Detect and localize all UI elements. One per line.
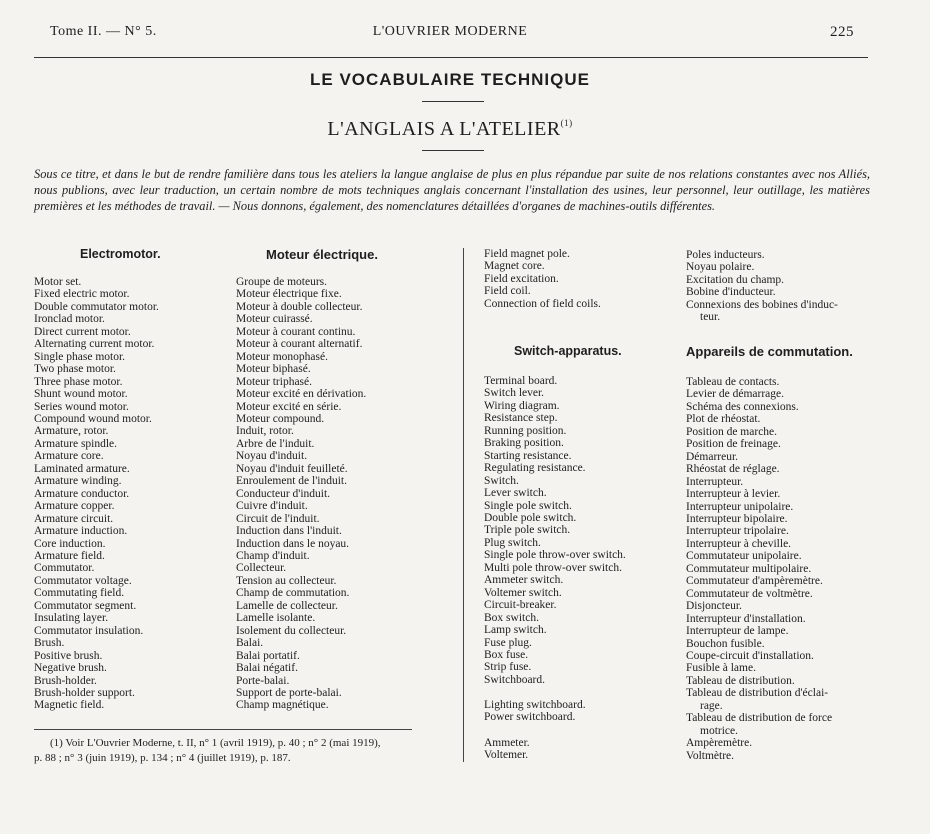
list-item: Wiring diagram. (484, 399, 560, 412)
list-item: Brush-holder support. (34, 686, 135, 699)
list-item: Field excitation. (484, 272, 559, 285)
col4-heading: Appareils de commutation. (686, 344, 853, 359)
col3-top-list (484, 248, 601, 310)
list-item: Ironclad motor. (34, 313, 105, 326)
list-item: Armature spindle. (34, 437, 118, 450)
list-item: Balai. (236, 637, 264, 650)
list-item: Lamp switch. (484, 624, 547, 637)
list-item: Isolement du collecteur. (236, 624, 347, 637)
list-item: Braking position. (484, 437, 564, 450)
col4-list (686, 376, 832, 762)
list-item: Cuivre d'induit. (236, 500, 308, 513)
list-item: Insulating layer. (34, 612, 109, 625)
list-item: Alternating current motor. (34, 338, 155, 351)
list-item: Ammeter. (484, 737, 530, 749)
col3-list-2 (484, 699, 586, 724)
list-item: Magnetic field. (34, 699, 105, 712)
intro-paragraph: Sous ce titre, et dans le but de rendre familière dans tous les ateliers la langue anglaise de plus en plus répandue par suite de nos relations constantes avec nos Alliés, nous publions, avec leur traduction, un certain nombre de mots techniques anglais concernant l'installation des usines, leur personnel, leur outillage, les matières premières et les méthodes de travail. — Nous donnons, également, des nomenclatures détaillées d'organes de machines-outils différentes. (34, 167, 870, 213)
col2-list (236, 276, 366, 712)
list-item: Commutator. (34, 562, 95, 575)
page-number: 225 (830, 24, 854, 40)
footnote (34, 736, 419, 766)
list-item: Moteur biphasé. (236, 363, 311, 376)
list-item: Armature copper. (34, 500, 115, 513)
list-item: Ampèremètre. (686, 737, 753, 750)
list-item: Induit, rotor. (236, 425, 294, 438)
list-item: Armature circuit. (34, 512, 114, 525)
list-item: Fixed electric motor. (34, 288, 130, 301)
list-item: Balai négatif. (236, 662, 298, 675)
list-item: Double commutator motor. (34, 300, 159, 313)
section-title: LE VOCABULAIRE TECHNIQUE (310, 70, 590, 89)
list-item: Démarreur. (686, 450, 739, 463)
list-item: Commutator insulation. (34, 624, 144, 637)
list-item: Power switchboard. (484, 711, 576, 724)
list-item: Moteur à courant alternatif. (236, 338, 363, 351)
list-item: Positive brush. (34, 649, 103, 662)
header-rule (34, 57, 868, 58)
list-item: Levier de démarrage. (686, 388, 785, 401)
list-item: Interrupteur. (686, 475, 744, 488)
list-item: Interrupteur à cheville. (686, 537, 792, 550)
list-item: Lighting switchboard. (484, 699, 586, 711)
list-item: Laminated armature. (34, 462, 130, 475)
footnote-marker: (1) (560, 118, 573, 128)
list-item: Two phase motor. (34, 363, 116, 376)
list-item: Connexions des bobines d'induc- (686, 298, 838, 311)
title-divider (422, 101, 484, 102)
list-item: Tableau de distribution. (686, 674, 795, 687)
list-item: Bouchon fusible. (686, 637, 765, 650)
col3-list-3 (484, 737, 530, 762)
article-title-text: L'ANGLAIS A L'ATELIER (327, 118, 561, 140)
list-item: Core induction. (34, 537, 106, 550)
list-item: Excitation du champ. (686, 273, 785, 286)
list-item: Position de marche. (686, 425, 778, 438)
list-item: Balai portatif. (236, 649, 300, 662)
list-item: Moteur cuirassé. (236, 313, 313, 326)
list-item: Champ de commutation. (236, 587, 350, 600)
list-item: Groupe de moteurs. (236, 276, 328, 288)
list-item: Armature winding. (34, 475, 122, 488)
list-item: Voltemer switch. (484, 586, 562, 599)
list-item: Lamelle de collecteur. (236, 599, 338, 612)
list-item: Series wound motor. (34, 400, 129, 413)
list-item: Commutateur de voltmètre. (686, 587, 813, 600)
header-volume: Tome II. — N° 5. (50, 24, 157, 39)
list-item: Commutateur multipolaire. (686, 562, 812, 575)
list-item: Schéma des connexions. (686, 400, 799, 413)
list-item: Compound wound motor. (34, 412, 152, 425)
list-item: Field magnet pole. (484, 248, 570, 260)
list-item: Shunt wound motor. (34, 388, 128, 401)
list-item: Switch. (484, 474, 519, 487)
list-item: Conducteur d'induit. (236, 487, 331, 500)
list-item: Single pole switch. (484, 499, 572, 512)
column-divider (463, 248, 464, 762)
list-item: Connection of field coils. (484, 297, 601, 310)
list-item: Single phase motor. (34, 350, 126, 363)
list-item: Noyau d'induit. (236, 450, 308, 463)
list-item: Fusible à lame. (686, 662, 756, 675)
list-item: Resistance step. (484, 412, 558, 425)
list-item: Brush. (34, 637, 65, 650)
list-item: Enroulement de l'induit. (236, 475, 347, 488)
list-item: Direct current motor. (34, 325, 131, 338)
list-item: Fuse plug. (484, 636, 532, 649)
list-item: Circuit-breaker. (484, 599, 557, 612)
list-item: Moteur à courant continu. (236, 325, 356, 338)
list-item: Induction dans l'induit. (236, 525, 342, 538)
list-item: Tension au collecteur. (236, 574, 337, 587)
list-item: Champ d'induit. (236, 549, 310, 562)
list-item: Plug switch. (484, 536, 541, 549)
list-item: Induction dans le noyau. (236, 537, 350, 550)
list-item: Commutator segment. (34, 599, 137, 612)
list-item: Armature field. (34, 549, 105, 562)
list-item: Plot de rhéostat. (686, 413, 761, 426)
list-item: Champ magnétique. (236, 699, 329, 712)
list-item: Lamelle isolante. (236, 612, 316, 625)
list-item: Commutateur unipolaire. (686, 550, 802, 563)
list-item: Position de freinage. (686, 438, 781, 451)
list-item: Rhéostat de réglage. (686, 463, 780, 476)
list-item: Negative brush. (34, 662, 107, 675)
list-item: Box fuse. (484, 648, 529, 661)
list-item: Tableau de distribution d'éclai- (686, 687, 829, 700)
list-item: Lever switch. (484, 487, 547, 500)
list-item: Motor set. (34, 276, 82, 288)
col4-top-list (686, 249, 838, 324)
list-item: Double pole switch. (484, 511, 577, 524)
list-item: Ammeter switch. (484, 574, 564, 587)
list-item: Interrupteur bipolaire. (686, 512, 788, 525)
list-item: rage. (700, 699, 723, 712)
list-item: Moteur excité en dérivation. (236, 388, 367, 401)
list-item: Support de porte-balai. (236, 686, 342, 699)
list-item: Multi pole throw-over switch. (484, 561, 622, 574)
list-item: Regulating resistance. (484, 462, 586, 475)
list-item: Armature conductor. (34, 487, 130, 500)
list-item: Interrupteur tripolaire. (686, 525, 789, 538)
subtitle-divider (422, 150, 484, 151)
list-item: Interrupteur à levier. (686, 488, 781, 501)
list-item: Tableau de contacts. (686, 376, 780, 388)
list-item: Strip fuse. (484, 661, 532, 674)
list-item: Moteur monophasé. (236, 350, 328, 363)
list-item: teur. (700, 311, 721, 324)
list-item: Armature, rotor. (34, 425, 109, 438)
list-item: Interrupteur de lampe. (686, 625, 789, 638)
list-item: Moteur excité en série. (236, 400, 342, 413)
col2-heading: Moteur électrique. (266, 247, 378, 262)
list-item: Single pole throw-over switch. (484, 549, 626, 562)
list-item: Disjoncteur. (686, 600, 742, 613)
list-item: Terminal board. (484, 375, 558, 387)
footnote-rule (34, 729, 412, 730)
footnote-line-1: (1) Voir L'Ouvrier Moderne, t. II, n° 1 (avril 1919), p. 40 ; n° 2 (mai 1919), (50, 737, 381, 749)
col1-list (34, 276, 159, 712)
list-item: Interrupteur unipolaire. (686, 500, 794, 513)
list-item: Moteur compound. (236, 412, 325, 425)
list-item: Switch lever. (484, 387, 545, 400)
list-item: Commutator voltage. (34, 574, 132, 587)
list-item: Commutateur d'ampèremètre. (686, 575, 823, 588)
list-item: Tableau de distribution de force (686, 712, 833, 725)
list-item: Starting resistance. (484, 449, 572, 462)
list-item: Commutating field. (34, 587, 125, 600)
list-item: Arbre de l'induit. (236, 437, 315, 450)
list-item: Bobine d'inducteur. (686, 286, 776, 299)
list-item: Switchboard. (484, 673, 546, 686)
col1-heading: Electromotor. (80, 247, 161, 261)
list-item: Noyau polaire. (686, 261, 755, 274)
list-item: motrice. (700, 724, 738, 737)
list-item: Magnet core. (484, 260, 545, 273)
list-item: Brush-holder. (34, 674, 97, 687)
list-item: Triple pole switch. (484, 524, 571, 537)
list-item: Coupe-circuit d'installation. (686, 649, 814, 662)
list-item: Armature induction. (34, 525, 128, 538)
list-item: Running position. (484, 424, 567, 437)
list-item: Armature core. (34, 450, 104, 463)
list-item: Poles inducteurs. (686, 249, 765, 261)
list-item: Moteur à double collecteur. (236, 300, 363, 313)
list-item: Moteur électrique fixe. (236, 288, 342, 301)
footnote-line-2: p. 88 ; n° 3 (juin 1919), p. 134 ; n° 4 (juillet 1919), p. 187. (34, 752, 291, 764)
list-item: Voltemer. (484, 749, 529, 762)
list-item: Box switch. (484, 611, 539, 624)
list-item: Voltmètre. (686, 749, 735, 762)
list-item: Collecteur. (236, 562, 287, 575)
col3-list (484, 375, 626, 686)
col3-heading: Switch-apparatus. (514, 344, 622, 358)
header-journal-title: L'OUVRIER MODERNE (372, 24, 528, 39)
list-item: Noyau d'induit feuilleté. (236, 462, 348, 475)
list-item: Circuit de l'induit. (236, 512, 320, 525)
article-title (0, 118, 900, 141)
list-item: Field coil. (484, 285, 531, 298)
list-item: Moteur triphasé. (236, 375, 313, 388)
list-item: Porte-balai. (236, 674, 290, 687)
list-item: Three phase motor. (34, 375, 123, 388)
list-item: Interrupteur d'installation. (686, 612, 806, 625)
